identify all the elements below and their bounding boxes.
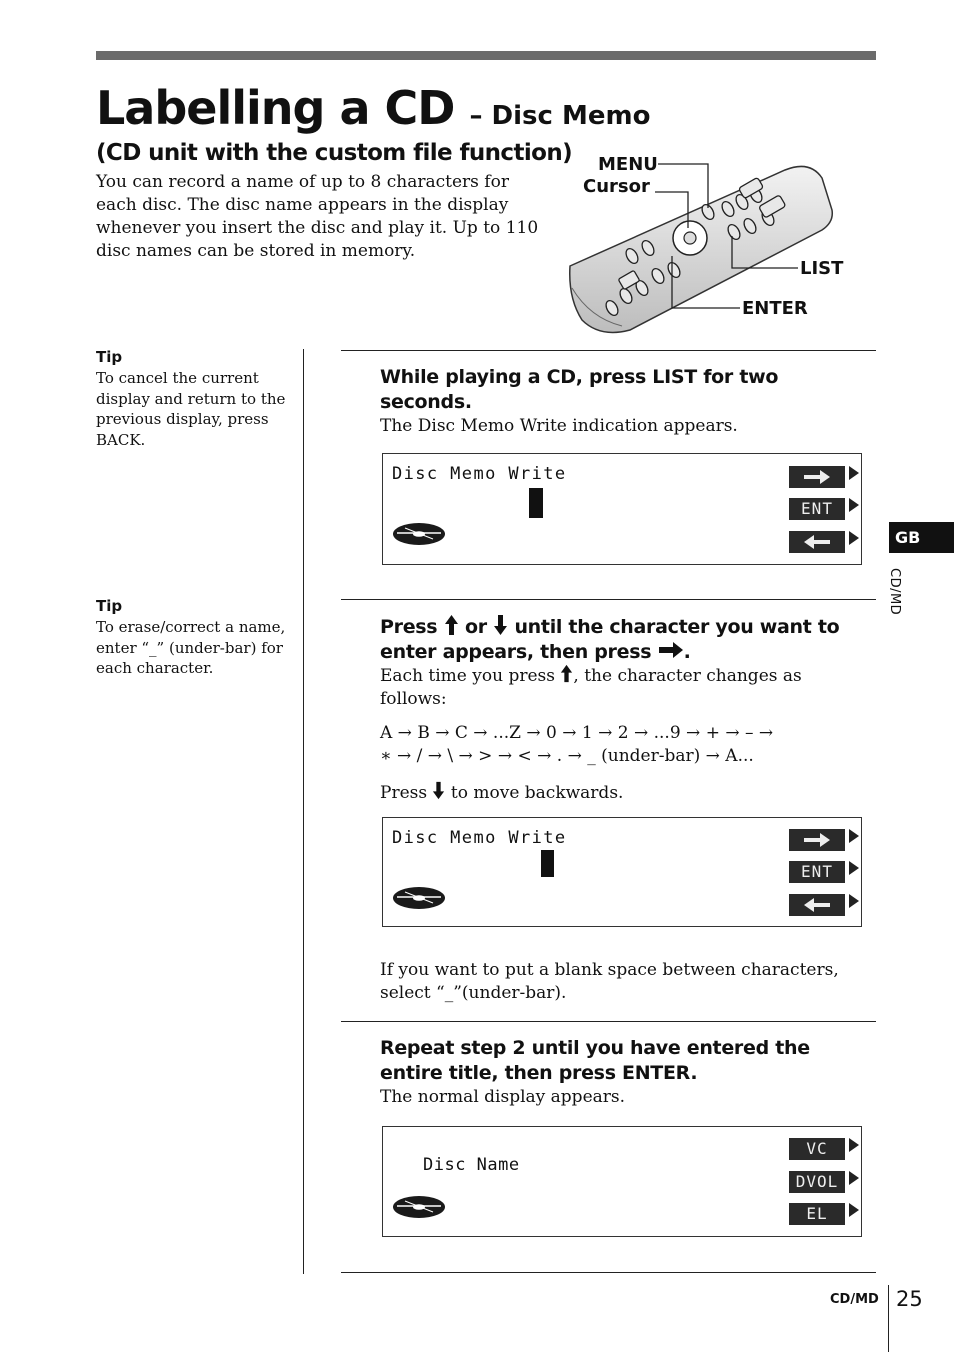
left-arrow-icon [802, 534, 832, 550]
left-arrow-button [789, 531, 845, 553]
triangle-marker-icon [849, 1203, 859, 1217]
right-arrow-icon [658, 642, 684, 658]
triangle-marker-icon [849, 861, 859, 875]
page-title-suffix: – Disc Memo [469, 101, 651, 131]
step-2-rule [341, 599, 876, 600]
ent-button: ENT [789, 498, 845, 520]
ent-button: ENT [789, 861, 845, 883]
move-backwards-note: Press to move backwards. [380, 783, 624, 803]
triangle-marker-icon [849, 1138, 859, 1152]
right-arrow-icon [802, 832, 832, 848]
step-3-heading: Repeat step 2 until you have entered the entire title, then press ENTER. [380, 1037, 810, 1084]
bottom-rule [341, 1272, 876, 1273]
triangle-marker-icon [849, 498, 859, 512]
vc-button: VC [789, 1138, 845, 1160]
el-button: EL [789, 1203, 845, 1225]
lcd-text: Disc Memo Write [392, 464, 567, 484]
footer-divider [888, 1285, 889, 1352]
step-1-body: The Disc Memo Write indication appears. [380, 416, 738, 436]
left-arrow-icon [802, 897, 832, 913]
tip-1-heading: Tip [96, 348, 123, 366]
triangle-marker-icon [849, 829, 859, 843]
column-divider [303, 349, 304, 1274]
section-side-label: CD/MD [887, 568, 902, 616]
up-arrow-icon [444, 614, 459, 636]
triangle-marker-icon [849, 466, 859, 480]
remote-label-cursor: Cursor [583, 176, 650, 197]
up-arrow-icon [560, 664, 573, 683]
right-arrow-button [789, 466, 845, 488]
page-number: 25 [896, 1287, 923, 1311]
triangle-marker-icon [849, 1171, 859, 1185]
step-2-body: Each time you press , the character changes as follows: [380, 666, 802, 709]
lcd-text: Disc Memo Write [392, 828, 567, 848]
cd-disc-icon [391, 521, 447, 547]
top-rule [96, 51, 876, 60]
right-arrow-button [789, 829, 845, 851]
lcd-cursor [529, 488, 543, 518]
lcd-cursor [541, 850, 554, 877]
down-arrow-icon [432, 781, 445, 800]
tip-1-body: To cancel the current display and return to the previous display, press BACK. [96, 369, 286, 449]
lcd-display-3 [382, 1126, 862, 1237]
language-tab: GB [889, 522, 954, 553]
tip-2-body: To erase/correct a name, enter “_” (under-bar) for each character. [96, 618, 286, 677]
lcd-display-2 [382, 817, 862, 927]
lcd-display-1 [382, 453, 862, 565]
cd-disc-icon [391, 885, 447, 911]
cd-disc-icon [391, 1194, 447, 1220]
blank-space-note: If you want to put a blank space between characters, select “_”(under-bar). [380, 960, 839, 1003]
page-title: Labelling a CD – Disc Memo [96, 81, 651, 135]
footer-section-label: CD/MD [830, 1292, 879, 1307]
page-subtitle: (CD unit with the custom file function) [96, 140, 573, 166]
remote-label-menu: MENU [598, 154, 658, 175]
triangle-marker-icon [849, 894, 859, 908]
tip-2-heading: Tip [96, 597, 123, 615]
remote-label-list: LIST [800, 258, 844, 279]
character-sequence-line-1: A → B → C → ...Z → 0 → 1 → 2 → ...9 → + → – → [380, 723, 774, 743]
right-arrow-icon [802, 469, 832, 485]
step-1-rule [341, 350, 876, 351]
intro-paragraph: You can record a name of up to 8 characters for each disc. The disc name appears in the display whenever you insert the disc and play it. Up to 110 disc names can be stored in memory. [96, 172, 539, 261]
step-3-rule [341, 1021, 876, 1022]
down-arrow-icon [493, 614, 508, 636]
lcd-text: Disc Name [423, 1155, 520, 1175]
left-arrow-button [789, 894, 845, 916]
step-3-body: The normal display appears. [380, 1087, 626, 1107]
remote-label-enter: ENTER [742, 298, 808, 319]
character-sequence-line-2: ∗ → / → \ → > → < → . → _ (under-bar) → A... [380, 746, 754, 766]
step-1-heading: While playing a CD, press LIST for two seconds. [380, 366, 779, 413]
dvol-button: DVOL [789, 1171, 845, 1193]
triangle-marker-icon [849, 531, 859, 545]
step-2-heading: Press or until the character you want to enter appears, then press . [380, 616, 840, 663]
